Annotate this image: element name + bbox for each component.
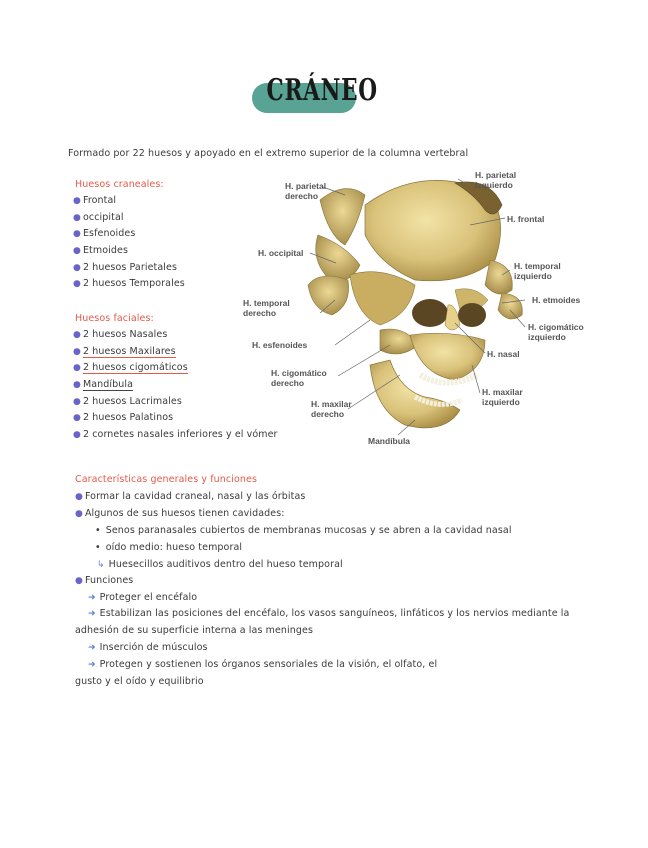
list-item: ● Mandíbula [73,379,134,391]
arrow-icon: ➜ [88,609,96,619]
function-1: ➜ Proteger el encéfalo [88,592,198,603]
list-item: ● 2 huesos cigomáticos [73,362,188,374]
list-item: ● 2 huesos Temporales [73,278,185,290]
label-occipital: H. occipital [258,248,304,258]
function-4a: ➜ Protegen y sostienen los órganos sensoriales de la visión, el olfato, el [88,659,438,670]
features-sub-1: • Senos paranasales cubiertos de membranas mucosas y se abren a la cavidad nasal [95,525,512,536]
intro-text: Formado por 22 huesos y apoyado en el extremo superior de la columna vertebral [68,148,469,159]
label-maxilar-derecho: H. maxilar derecho [311,399,352,419]
features-heading: Características generales y funciones [75,474,257,485]
function-4b: gusto y el oído y equilibrio [75,676,204,687]
features-line-1: ● Formar la cavidad craneal, nasal y las órbitas [75,491,306,502]
page-title: CRÁNEO [266,73,378,108]
features-line-2: ● Algunos de sus huesos tienen cavidades: [75,508,285,519]
label-temporal-izquierdo: H. temporal izquierdo [514,261,561,281]
cranial-list [73,193,185,293]
arrow-icon: ➜ [88,593,96,603]
label-etmoides: H. etmoides [532,295,581,305]
function-3: ➜ Inserción de músculos [88,642,208,653]
list-item: ● Frontal [73,195,117,206]
list-item: ● 2 huesos Maxilares [73,345,176,357]
label-cigomatico-izquierdo: H. cigomático izquierdo [528,322,584,342]
list-item: ● 2 cornetes nasales inferiores y el vómer [73,429,278,441]
arrow-icon: ➜ [88,643,96,653]
features-sub-2: • oído medio: hueso temporal [95,542,243,553]
label-parietal-derecho: H. parietal derecho [285,181,327,201]
list-item: ● occipital [73,211,124,223]
skull-figure [240,165,600,455]
list-item: ● 2 huesos Parietales [73,261,178,273]
label-mandibula: Mandíbula [368,436,411,446]
function-2a: ➜ Estabilizan las posiciones del encéfalo, los vasos sanguíneos, linfáticos y los nervios mediante la [88,608,570,619]
arrow-icon: ➜ [88,660,96,670]
list-item: ● Esfenoides [73,228,136,240]
return-arrow-icon: ↳ [97,560,105,570]
label-temporal-derecho: H. temporal derecho [243,298,290,318]
label-frontal: H. frontal [507,214,545,224]
list-item: ● 2 huesos Palatinos [73,412,174,424]
list-item: ● Etmoides [73,245,129,257]
label-nasal: H. nasal [487,349,520,359]
function-2b: adhesión de su superficie interna a las meninges [75,625,314,636]
cranial-heading: Huesos craneales: [75,179,164,190]
functions-label: ● Funciones [75,575,134,586]
list-item: ● 2 huesos Nasales [73,329,168,340]
facial-heading: Huesos faciales: [75,313,154,324]
features-sub-3: ↳ Huesecillos auditivos dentro del hueso temporal [97,559,343,570]
label-maxilar-izquierdo: H. maxilar izquierdo [482,387,523,407]
skull-illustration [240,165,600,455]
label-cigomatico-derecho: H. cigomático derecho [271,368,327,388]
list-item: ● 2 huesos Lacrimales [73,395,182,407]
label-esfenoides: H. esfenoides [252,340,308,350]
label-parietal-izquierdo: H. parietal izquierdo [475,170,517,190]
